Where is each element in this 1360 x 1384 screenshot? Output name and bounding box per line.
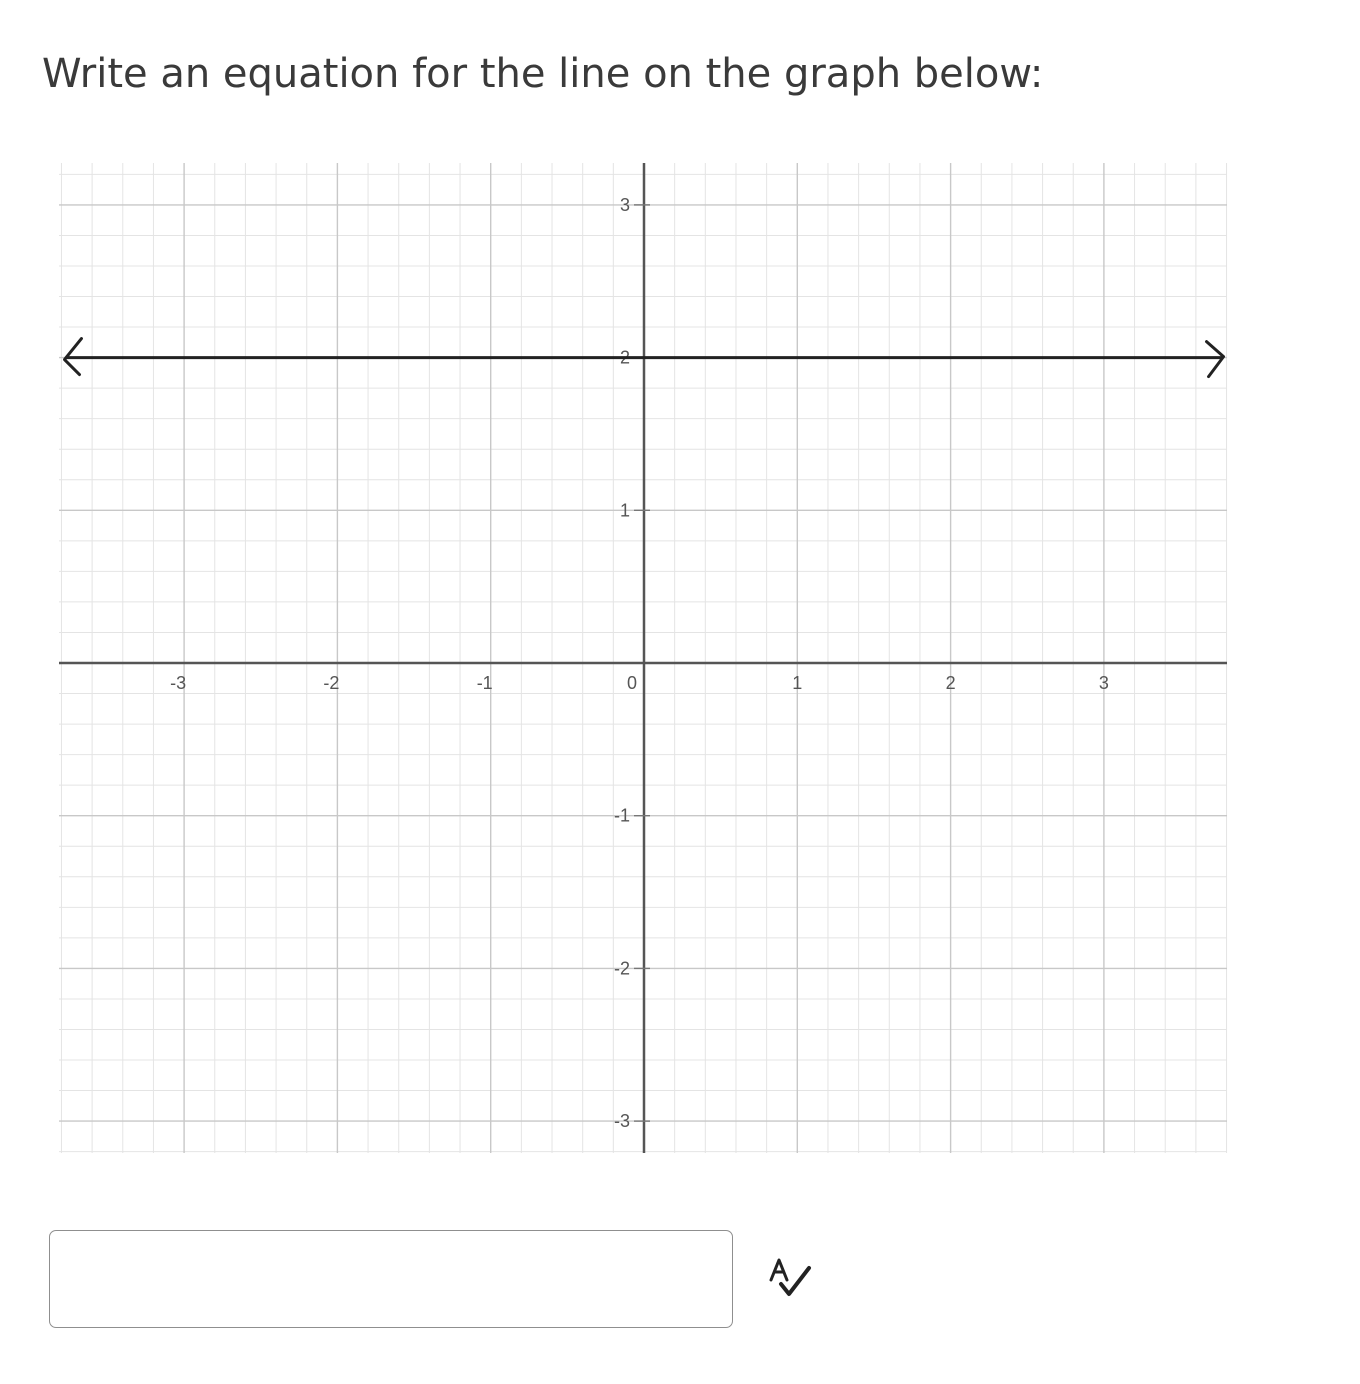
- y-tick-label: -2: [613, 958, 630, 979]
- x-tick-label: -3: [170, 673, 187, 693]
- question-text: Write an equation for the line on the graph below:: [42, 51, 1044, 97]
- x-tick-label: -1: [476, 673, 493, 693]
- y-tick-label: 2: [619, 347, 630, 368]
- left-arrowhead: [64, 339, 81, 375]
- x-tick-label: 3: [1098, 673, 1109, 693]
- x-tick-label: 1: [792, 673, 803, 693]
- right-arrowhead: [1207, 342, 1224, 377]
- x-tick-label: -2: [323, 673, 340, 693]
- y-tick-label: -1: [613, 805, 630, 826]
- y-tick-label: -3: [613, 1111, 630, 1132]
- x-tick-label: 0: [626, 673, 638, 693]
- y-tick-label: 1: [619, 500, 630, 521]
- spellcheck-icon[interactable]: [764, 1256, 814, 1300]
- x-tick-label: 2: [945, 673, 956, 693]
- y-tick-label: 3: [619, 194, 630, 215]
- answer-input[interactable]: [49, 1230, 733, 1328]
